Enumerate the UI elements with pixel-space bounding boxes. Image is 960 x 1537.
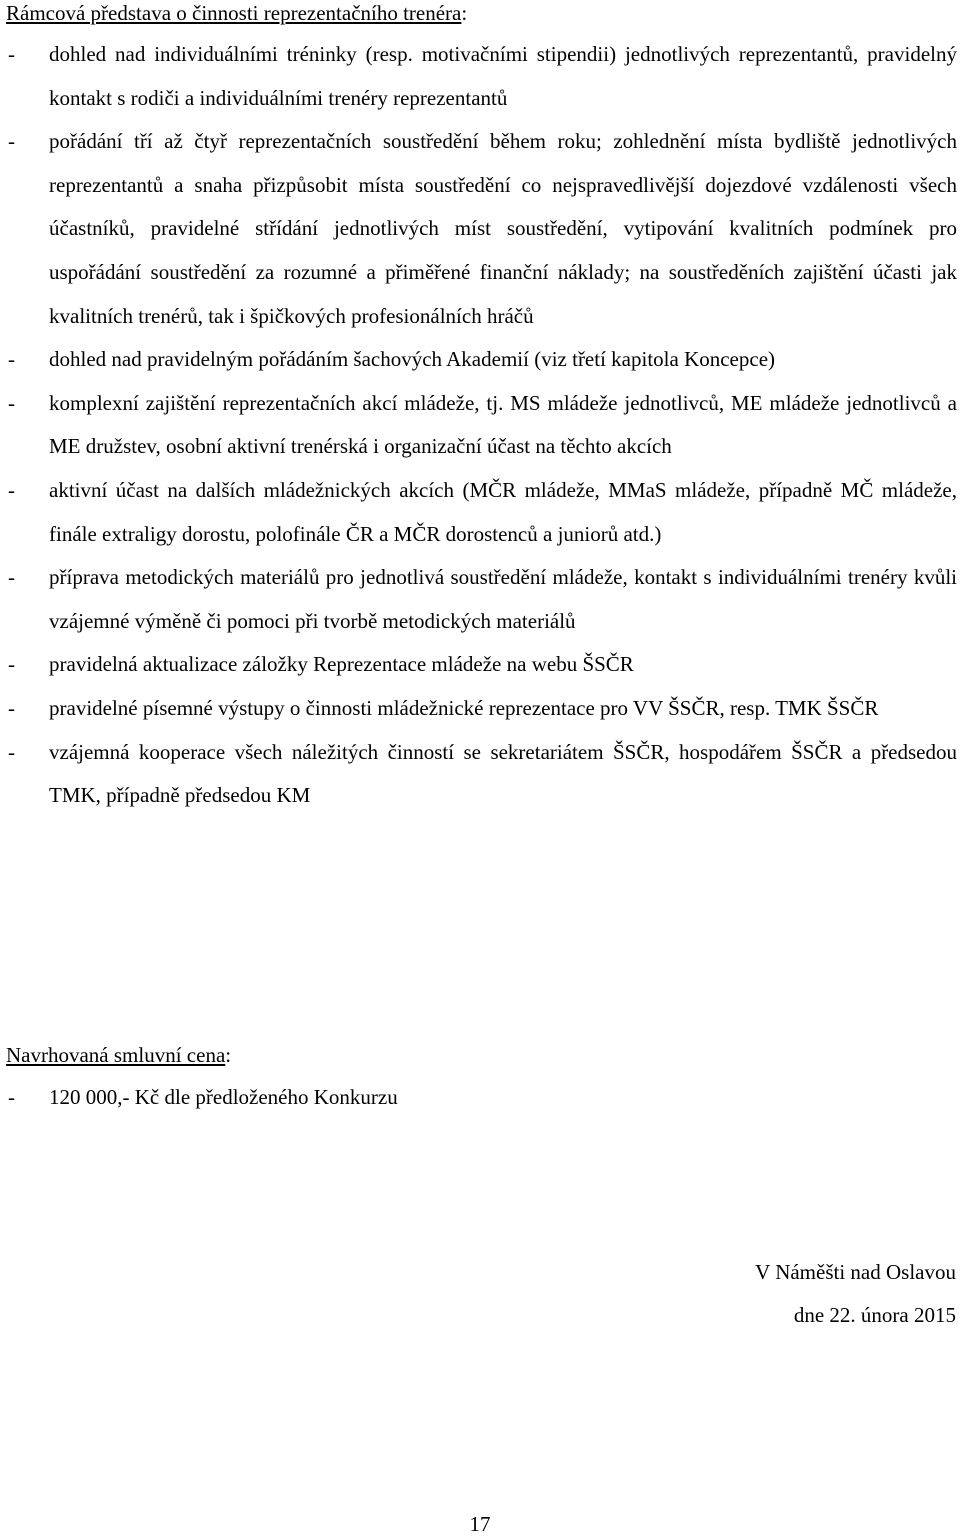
list-item-text: dohled nad pravidelným pořádáním šachových Akademií (viz třetí kapitola Koncepce) [49,347,776,372]
section-heading-coach-role-text: Rámcová představa o činnosti reprezentačního trenéra [6,1,462,25]
signature-place: V Náměšti nad Oslavou [755,1260,956,1284]
section-heading-price-text: Navrhovaná smluvní cena [6,1043,226,1067]
list-dash: - [8,565,15,590]
list-item [0,731,957,818]
coach-duties-list [0,33,957,818]
list-item-text: pravidelné písemné výstupy o činnosti mládežnické reprezentace pro VV ŠSČR, resp. TMK ŠSČR [49,695,879,720]
list-item-text: dohled nad individuálními tréninky (resp. motivačními stipendii) jednotlivých reprezentantů, pravidelný kontakt s rodiči a individuálními trenéry reprezentantů [49,42,957,110]
list-item-text: vzájemná kooperace všech náležitých činností se sekretariátem ŠSČR, hospodářem ŠSČR a předsedou TMK, případně předsedou KM [49,739,957,808]
list-dash: - [8,390,15,415]
list-dash: - [8,652,15,677]
list-dash: - [8,739,15,764]
list-item [0,643,957,687]
section-heading-colon: : [225,1043,232,1067]
list-item-text: pořádání tří až čtyř reprezentačních soustředění během roku; zohlednění místa bydliště jednotlivých reprezentantů a snaha přizpůsobit místa soustředění co nejspravedlivější dojezdové vzdálenosti všech účastníků, pravidelné střídání jednotlivých míst soustředění, vytipování kvalitních podmínek pro uspořádání soustředění za rozumné a přiměřené finanční náklady; na soustředěních zajištění účasti jak kvalitních trenérů, tak i špičkových profesionálních hráčů [49,129,957,328]
section-heading-coach-role [6,0,467,26]
price-list [0,1076,957,1120]
list-dash: - [8,477,15,502]
list-item-text: pravidelná aktualizace záložky Reprezentace mládeže na webu ŠSČR [49,652,634,677]
list-dash: - [8,1085,15,1109]
signature-block [755,1251,956,1337]
list-item [0,382,957,469]
list-dash: - [8,695,15,720]
signature-date: dne 22. února 2015 [793,1303,956,1327]
list-dash: - [8,129,15,154]
list-dash: - [8,347,15,372]
list-item-text: aktivní účast na dalších mládežnických akcích (MČR mládeže, MMaS mládeže, případně MČ mládeže, finále extraligy dorostu, polofinále ČR a MČR dorostenců a juniorů atd.) [49,477,957,546]
list-dash: - [8,42,15,66]
list-item-text: 120 000,- Kč dle předloženého Konkurzu [49,1085,398,1109]
list-item [0,469,957,556]
list-item [0,687,957,731]
list-item [0,33,957,120]
list-item [0,120,957,338]
list-item [0,1076,957,1120]
list-item-text: komplexní zajištění reprezentačních akcí mládeže, tj. MS mládeže jednotlivců, ME mládeže jednotlivců a ME družstev, osobní aktivní trenérská i organizační účast na těchto akcích [49,390,957,459]
list-item [0,338,957,382]
section-heading-price [6,1042,231,1068]
list-item [0,556,957,643]
list-item-text: příprava metodických materiálů pro jednotlivá soustředění mládeže, kontakt s individuálními trenéry kvůli vzájemné výměně či pomoci při tvorbě metodických materiálů [49,565,957,633]
page-number: 17 [469,1512,491,1536]
section-heading-colon: : [461,1,468,25]
